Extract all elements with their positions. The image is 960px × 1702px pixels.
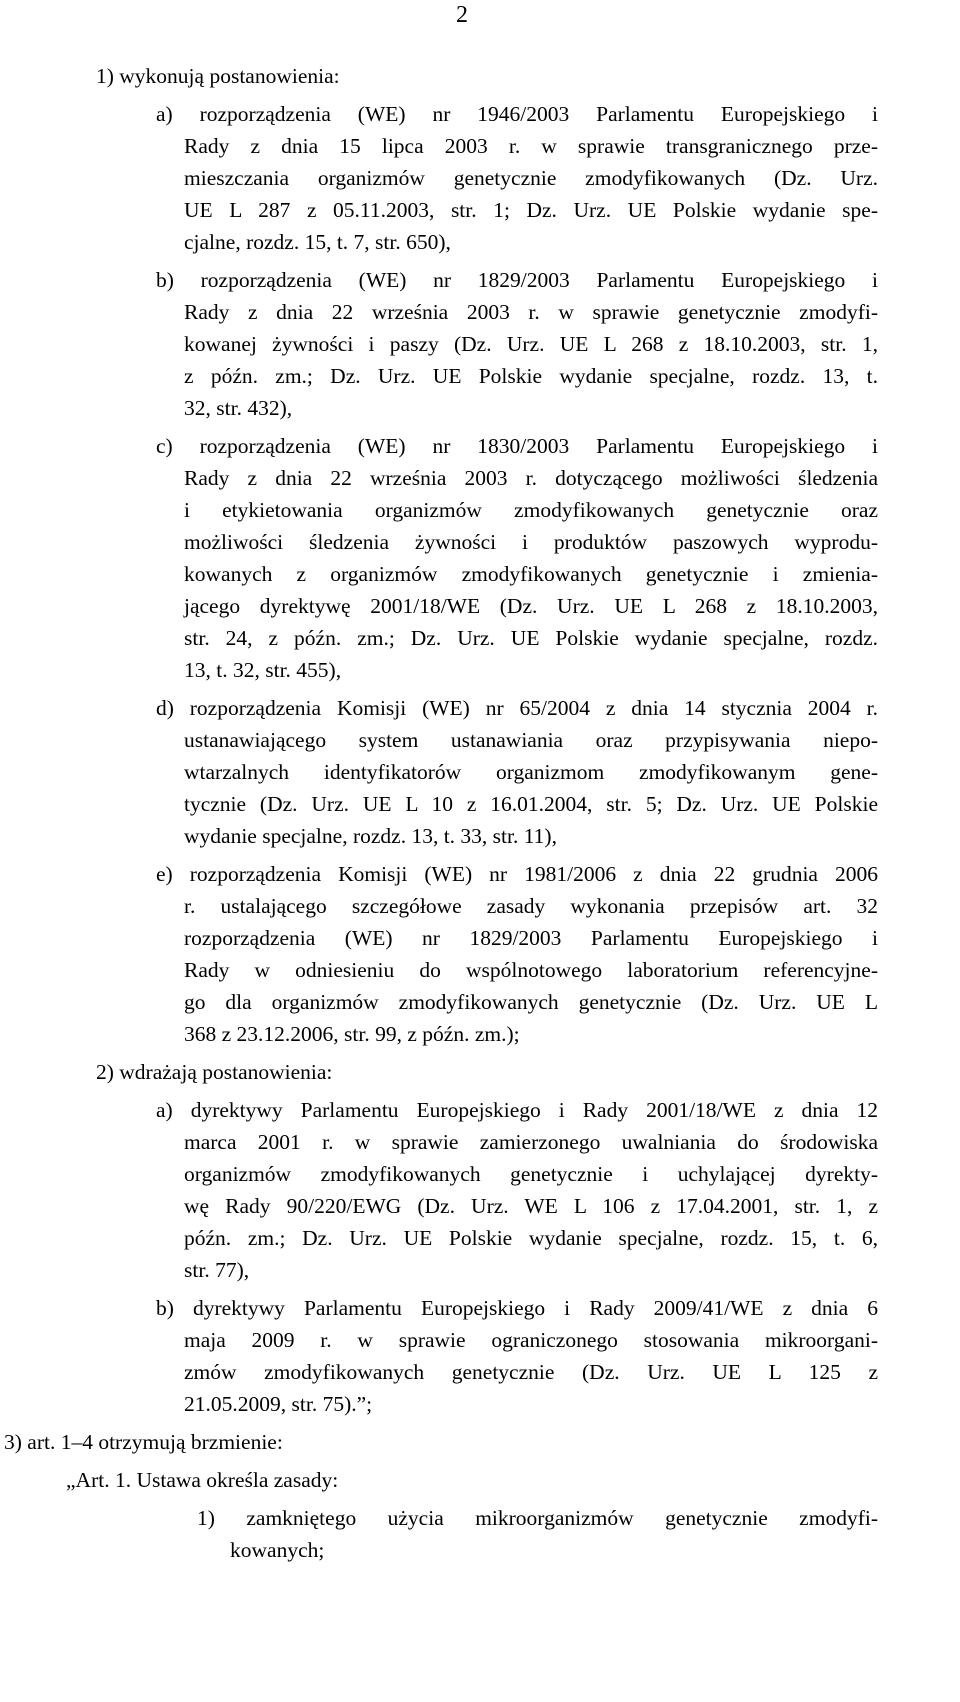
section-1-item-c-line-7: str. 24, z późn. zm.; Dz. Urz. UE Polskie wydanie specjalne, rozdz. xyxy=(184,626,878,650)
section-3-heading: 3) art. 1–4 otrzymują brzmienie: xyxy=(4,1430,283,1454)
section-1-item-c-line-3: i etykietowania organizmów zmodyfikowanych genetycznie oraz xyxy=(184,498,878,522)
section-1-item-e-line-3: rozporządzenia (WE) nr 1829/2003 Parlamentu Europejskiego i xyxy=(184,926,878,950)
section-1-item-e-line-4: Rady w odniesieniu do wspólnotowego laboratorium referencyjne- xyxy=(184,958,878,982)
section-1-item-c-line-4: możliwości śledzenia żywności i produktów paszowych wyprodu- xyxy=(184,530,878,554)
section-1-item-d-line-1: d) rozporządzenia Komisji (WE) nr 65/2004 z dnia 14 stycznia 2004 r. xyxy=(156,696,878,720)
section-1-item-e-line-5: go dla organizmów zmodyfikowanych genetycznie (Dz. Urz. UE L xyxy=(184,990,878,1014)
section-1-item-c-line-8: 13, t. 32, str. 455), xyxy=(184,658,342,682)
section-2-item-a-line-5: późn. zm.; Dz. Urz. UE Polskie wydanie specjalne, rozdz. 15, t. 6, xyxy=(184,1226,878,1250)
section-1-item-a-line-5: cjalne, rozdz. 15, t. 7, str. 650), xyxy=(184,230,451,254)
section-1-item-d-line-4: tycznie (Dz. Urz. UE L 10 z 16.01.2004, str. 5; Dz. Urz. UE Polskie xyxy=(184,792,878,816)
section-2-item-a-line-2: marca 2001 r. w sprawie zamierzonego uwalniania do środowiska xyxy=(184,1130,878,1154)
section-2-item-a-line-6: str. 77), xyxy=(184,1258,250,1282)
section-2-item-a-line-4: wę Rady 90/220/EWG (Dz. Urz. WE L 106 z 17.04.2001, str. 1, z xyxy=(184,1194,878,1218)
article-1-heading: „Art. 1. Ustawa określa zasady: xyxy=(66,1468,339,1492)
section-1-item-c-line-1: c) rozporządzenia (WE) nr 1830/2003 Parlamentu Europejskiego i xyxy=(156,434,878,458)
section-2-item-b-line-4: 21.05.2009, str. 75).”; xyxy=(184,1392,373,1416)
section-1-item-a-line-4: UE L 287 z 05.11.2003, str. 1; Dz. Urz. UE Polskie wydanie spe- xyxy=(184,198,878,222)
section-1-item-d-line-3: wtarzalnych identyfikatorów organizmom zmodyfikowanym gene- xyxy=(184,760,878,784)
section-1-item-c-line-5: kowanych z organizmów zmodyfikowanych genetycznie i zmienia- xyxy=(184,562,878,586)
section-1-item-d-line-5: wydanie specjalne, rozdz. 13, t. 33, str. 11), xyxy=(184,824,557,848)
section-1-item-e-line-2: r. ustalającego szczegółowe zasady wykonania przepisów art. 32 xyxy=(184,894,878,918)
section-1-heading: 1) wykonują postanowienia: xyxy=(96,64,340,88)
section-1-item-e-line-6: 368 z 23.12.2006, str. 99, z późn. zm.); xyxy=(184,1022,520,1046)
page-number: 2 xyxy=(456,2,468,28)
section-1-item-a-line-2: Rady z dnia 15 lipca 2003 r. w sprawie transgranicznego prze- xyxy=(184,134,878,158)
section-1-item-b-line-4: z późn. zm.; Dz. Urz. UE Polskie wydanie specjalne, rozdz. 13, t. xyxy=(184,364,878,388)
article-1-point-1-line-1: 1) zamkniętego użycia mikroorganizmów genetycznie zmodyfi- xyxy=(197,1506,878,1530)
section-2-item-a-line-3: organizmów zmodyfikowanych genetycznie i uchylającej dyrekty- xyxy=(184,1162,878,1186)
section-1-item-b-line-5: 32, str. 432), xyxy=(184,396,293,420)
article-1-point-1-line-2: kowanych; xyxy=(230,1538,325,1562)
section-1-item-b-line-3: kowanej żywności i paszy (Dz. Urz. UE L 268 z 18.10.2003, str. 1, xyxy=(184,332,878,356)
section-2-item-b-line-2: maja 2009 r. w sprawie ograniczonego stosowania mikroorgani- xyxy=(184,1328,878,1352)
section-2-item-b-line-1: b) dyrektywy Parlamentu Europejskiego i Rady 2009/41/WE z dnia 6 xyxy=(156,1296,878,1320)
section-1-item-a-line-3: mieszczania organizmów genetycznie zmodyfikowanych (Dz. Urz. xyxy=(184,166,878,190)
section-1-item-c-line-6: jącego dyrektywę 2001/18/WE (Dz. Urz. UE L 268 z 18.10.2003, xyxy=(184,594,878,618)
section-1-item-b-line-2: Rady z dnia 22 września 2003 r. w sprawie genetycznie zmodyfi- xyxy=(184,300,878,324)
section-1-item-e-line-1: e) rozporządzenia Komisji (WE) nr 1981/2006 z dnia 22 grudnia 2006 xyxy=(156,862,878,886)
section-2-item-a-line-1: a) dyrektywy Parlamentu Europejskiego i Rady 2001/18/WE z dnia 12 xyxy=(156,1098,878,1122)
section-1-item-a-line-1: a) rozporządzenia (WE) nr 1946/2003 Parlamentu Europejskiego i xyxy=(156,102,878,126)
section-1-item-c-line-2: Rady z dnia 22 września 2003 r. dotyczącego możliwości śledzenia xyxy=(184,466,878,490)
section-2-heading: 2) wdrażają postanowienia: xyxy=(96,1060,333,1084)
section-1-item-b-line-1: b) rozporządzenia (WE) nr 1829/2003 Parlamentu Europejskiego i xyxy=(156,268,878,292)
section-1-item-d-line-2: ustanawiającego system ustanawiania oraz przypisywania niepo- xyxy=(184,728,878,752)
section-2-item-b-line-3: zmów zmodyfikowanych genetycznie (Dz. Urz. UE L 125 z xyxy=(184,1360,878,1384)
